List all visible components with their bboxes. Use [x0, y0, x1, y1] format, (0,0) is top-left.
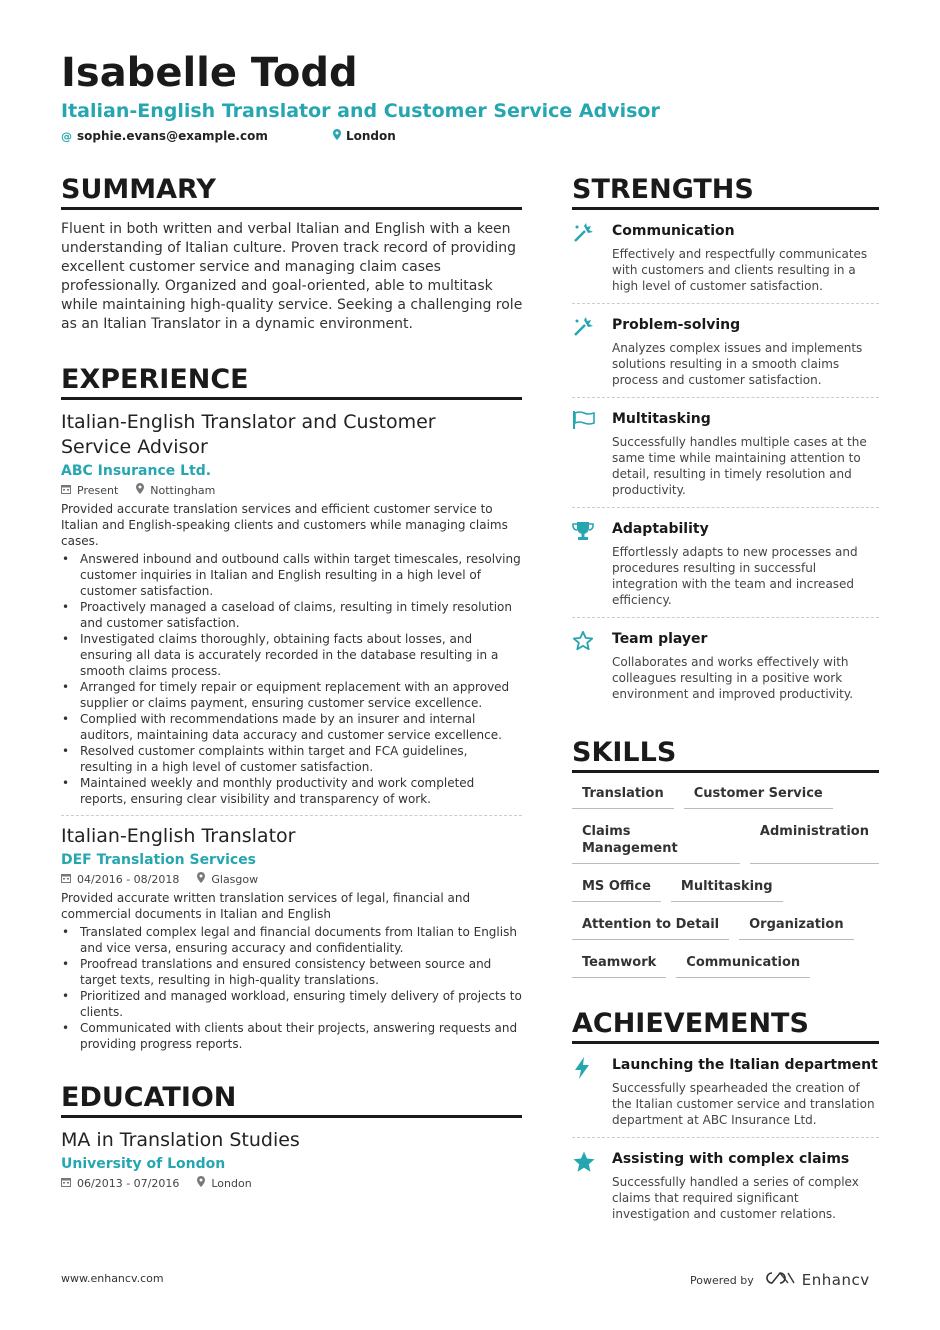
- skills-row: [572, 872, 879, 902]
- skills-row: [572, 779, 879, 809]
- left-column: [61, 174, 522, 1191]
- lightning-icon: [572, 1056, 612, 1128]
- strength-item: [572, 618, 879, 711]
- strength-name: Adaptability: [612, 521, 709, 537]
- education-entry: [61, 1128, 522, 1191]
- achievement-item: [572, 1138, 879, 1231]
- skill-tag: Multitasking: [671, 872, 783, 902]
- flag-icon: [572, 410, 612, 498]
- list-item: • Prioritized and managed workload, ensuring timely delivery of projects to clients.: [61, 988, 522, 1020]
- experience-heading: EXPERIENCE: [61, 364, 522, 400]
- achievement-description: Successfully handled a series of complex claims that required significant investigation and customer relations.: [612, 1175, 859, 1221]
- job-location-text: Glasgow: [211, 872, 259, 886]
- list-item: • Investigated claims thoroughly, obtaining facts about losses, and ensuring all data is accurately recorded in the database resulting in a smooth claims process.: [61, 631, 522, 679]
- strength-name: Team player: [612, 631, 708, 647]
- job-location: [136, 483, 215, 498]
- education-location: [197, 1176, 251, 1191]
- list-item: • Arranged for timely repair or equipment replacement with an approved supplier or claims payment, ensuring customer service excellence.: [61, 679, 522, 711]
- strength-description: Effectively and respectfully communicates with customers and clients resulting in a high level of customer satisfaction.: [612, 247, 868, 293]
- brand-name: Enhancv: [801, 1271, 870, 1289]
- list-item: • Maintained weekly and monthly productivity and work completed reports, ensuring clear visibility and transparency of work.: [61, 775, 522, 807]
- job-entry: [61, 410, 522, 807]
- education-date: 06/2013 - 07/2016: [77, 1176, 180, 1190]
- education-heading: EDUCATION: [61, 1082, 522, 1118]
- achievement-name: Assisting with complex claims: [612, 1151, 850, 1167]
- job-location: [197, 872, 258, 887]
- list-item: • Complied with recommendations made by an insurer and internal auditors, maintaining data accuracy and customer service excellence.: [61, 711, 522, 743]
- education-meta: [61, 1176, 522, 1191]
- enhancv-logo-icon: [764, 1270, 796, 1290]
- achievements-heading: ACHIEVEMENTS: [572, 1008, 879, 1044]
- contact-location: [333, 129, 396, 143]
- skill-tag: Customer Service: [684, 779, 833, 809]
- right-column: [572, 174, 879, 1231]
- skill-tag: Translation: [572, 779, 674, 809]
- achievement-description: Successfully spearheaded the creation of the Italian customer service and translation department at ABC Insurance Ltd.: [612, 1081, 875, 1127]
- location-pin-icon: [333, 129, 341, 143]
- skill-tag: Claims Management: [572, 817, 740, 864]
- brand-logo[interactable]: [764, 1270, 870, 1290]
- strength-item: [572, 508, 879, 618]
- list-item: • Proofread translations and ensured consistency between source and target texts, resulting in high-quality translations.: [61, 956, 522, 988]
- trophy-icon: [572, 520, 612, 608]
- candidate-title: Italian-English Translator and Customer Service Advisor: [61, 100, 660, 122]
- job-bullets: [61, 924, 522, 1052]
- company-name: DEF Translation Services: [61, 852, 257, 868]
- star-outline-icon: [572, 630, 612, 702]
- strength-description: Successfully handles multiple cases at the same time while maintaining attention to detail, resulting in timely resolution and productivity.: [612, 435, 867, 497]
- star-icon: [572, 1150, 612, 1222]
- contact-email[interactable]: [61, 129, 268, 143]
- achievement-item: [572, 1044, 879, 1138]
- skills-row: [572, 817, 879, 864]
- job-date: 04/2016 - 08/2018: [77, 872, 180, 886]
- job-title: Italian-English Translator and Customer Service Advisor: [61, 411, 436, 458]
- powered-by-text: Powered by: [690, 1273, 754, 1287]
- strengths-list: [572, 210, 879, 711]
- list-item: • Answered inbound and outbound calls within target timescales, resolving customer inquiries in Italian and English resulting in a high level of customer satisfaction.: [61, 551, 522, 599]
- strength-description: Effortlessly adapts to new processes and procedures resulting in successful integration with the team and increased efficiency.: [612, 545, 858, 607]
- calendar-icon: [61, 1177, 71, 1191]
- magic-wand-icon: [572, 222, 612, 294]
- location-pin-icon: [197, 872, 205, 887]
- degree-title: MA in Translation Studies: [61, 1129, 300, 1151]
- job-meta: [61, 872, 522, 887]
- list-item: • Translated complex legal and financial documents from Italian to English and vice versa, ensuring accuracy and confidentiality.: [61, 924, 522, 956]
- skill-tag: MS Office: [572, 872, 661, 902]
- strength-name: Communication: [612, 223, 735, 239]
- school-name: University of London: [61, 1156, 226, 1172]
- strength-description: Collaborates and works effectively with colleagues resulting in a positive work environment and improved productivity.: [612, 655, 854, 701]
- magic-wand-icon: [572, 316, 612, 388]
- skills-heading: SKILLS: [572, 737, 879, 773]
- job-date: Present: [77, 483, 119, 497]
- list-item: • Proactively managed a caseload of claims, resulting in timely resolution and customer satisfaction.: [61, 599, 522, 631]
- achievements-list: [572, 1044, 879, 1231]
- job-description: Provided accurate translation services and efficient customer service to Italian and English-speaking clients and customers while managing claims cases.: [61, 502, 508, 548]
- candidate-name: Isabelle Todd: [61, 50, 358, 96]
- skill-tag: Attention to Detail: [572, 910, 729, 940]
- skill-tag: Teamwork: [572, 948, 666, 978]
- strengths-heading: STRENGTHS: [572, 174, 879, 210]
- footer-website[interactable]: www.enhancv.com: [61, 1272, 164, 1285]
- strength-name: Multitasking: [612, 411, 711, 427]
- strength-description: Analyzes complex issues and implements solutions resulting in a smooth claims process and customer satisfaction.: [612, 341, 863, 387]
- strength-item: [572, 398, 879, 508]
- job-bullets: [61, 551, 522, 807]
- at-icon: @: [61, 129, 72, 143]
- job-title: Italian-English Translator: [61, 825, 296, 847]
- location-pin-icon: [136, 483, 144, 498]
- location-pin-icon: [197, 1176, 205, 1191]
- company-name: ABC Insurance Ltd.: [61, 463, 212, 479]
- skills-row: [572, 948, 879, 978]
- skills-list: [572, 779, 879, 978]
- skill-tag: Communication: [676, 948, 810, 978]
- list-item: • Communicated with clients about their projects, answering requests and providing progress reports.: [61, 1020, 522, 1052]
- calendar-icon: [61, 484, 71, 498]
- achievement-name: Launching the Italian department: [612, 1057, 878, 1073]
- education-location-text: London: [211, 1176, 252, 1190]
- strength-item: [572, 304, 879, 398]
- skill-tag: Administration: [750, 817, 879, 864]
- location-text: London: [346, 129, 396, 143]
- calendar-icon: [61, 873, 71, 887]
- job-description: Provided accurate written translation services of legal, financial and commercial documents in Italian and English: [61, 891, 471, 921]
- summary-text: Fluent in both written and verbal Italian and English with a keen understanding of Italian culture. Proven track record of providing excellent customer service and managing claim cases professionally. Organized and goal-oriented, able to multitask while maintaining high-quality service. Seeking a challenging role as an Italian Translator in a dynamic environment.: [61, 221, 523, 332]
- email-text: sophie.evans@example.com: [77, 129, 268, 143]
- strength-name: Problem-solving: [612, 317, 741, 333]
- job-meta: [61, 483, 522, 498]
- strength-item: [572, 210, 879, 304]
- job-location-text: Nottingham: [150, 483, 216, 497]
- divider: [61, 815, 522, 816]
- list-item: • Resolved customer complaints within target and FCA guidelines, resulting in a high level of customer satisfaction.: [61, 743, 522, 775]
- skill-tag: Organization: [739, 910, 853, 940]
- job-entry: [61, 824, 522, 1052]
- skills-row: [572, 910, 879, 940]
- summary-heading: SUMMARY: [61, 174, 522, 210]
- footer-branding: [690, 1270, 870, 1290]
